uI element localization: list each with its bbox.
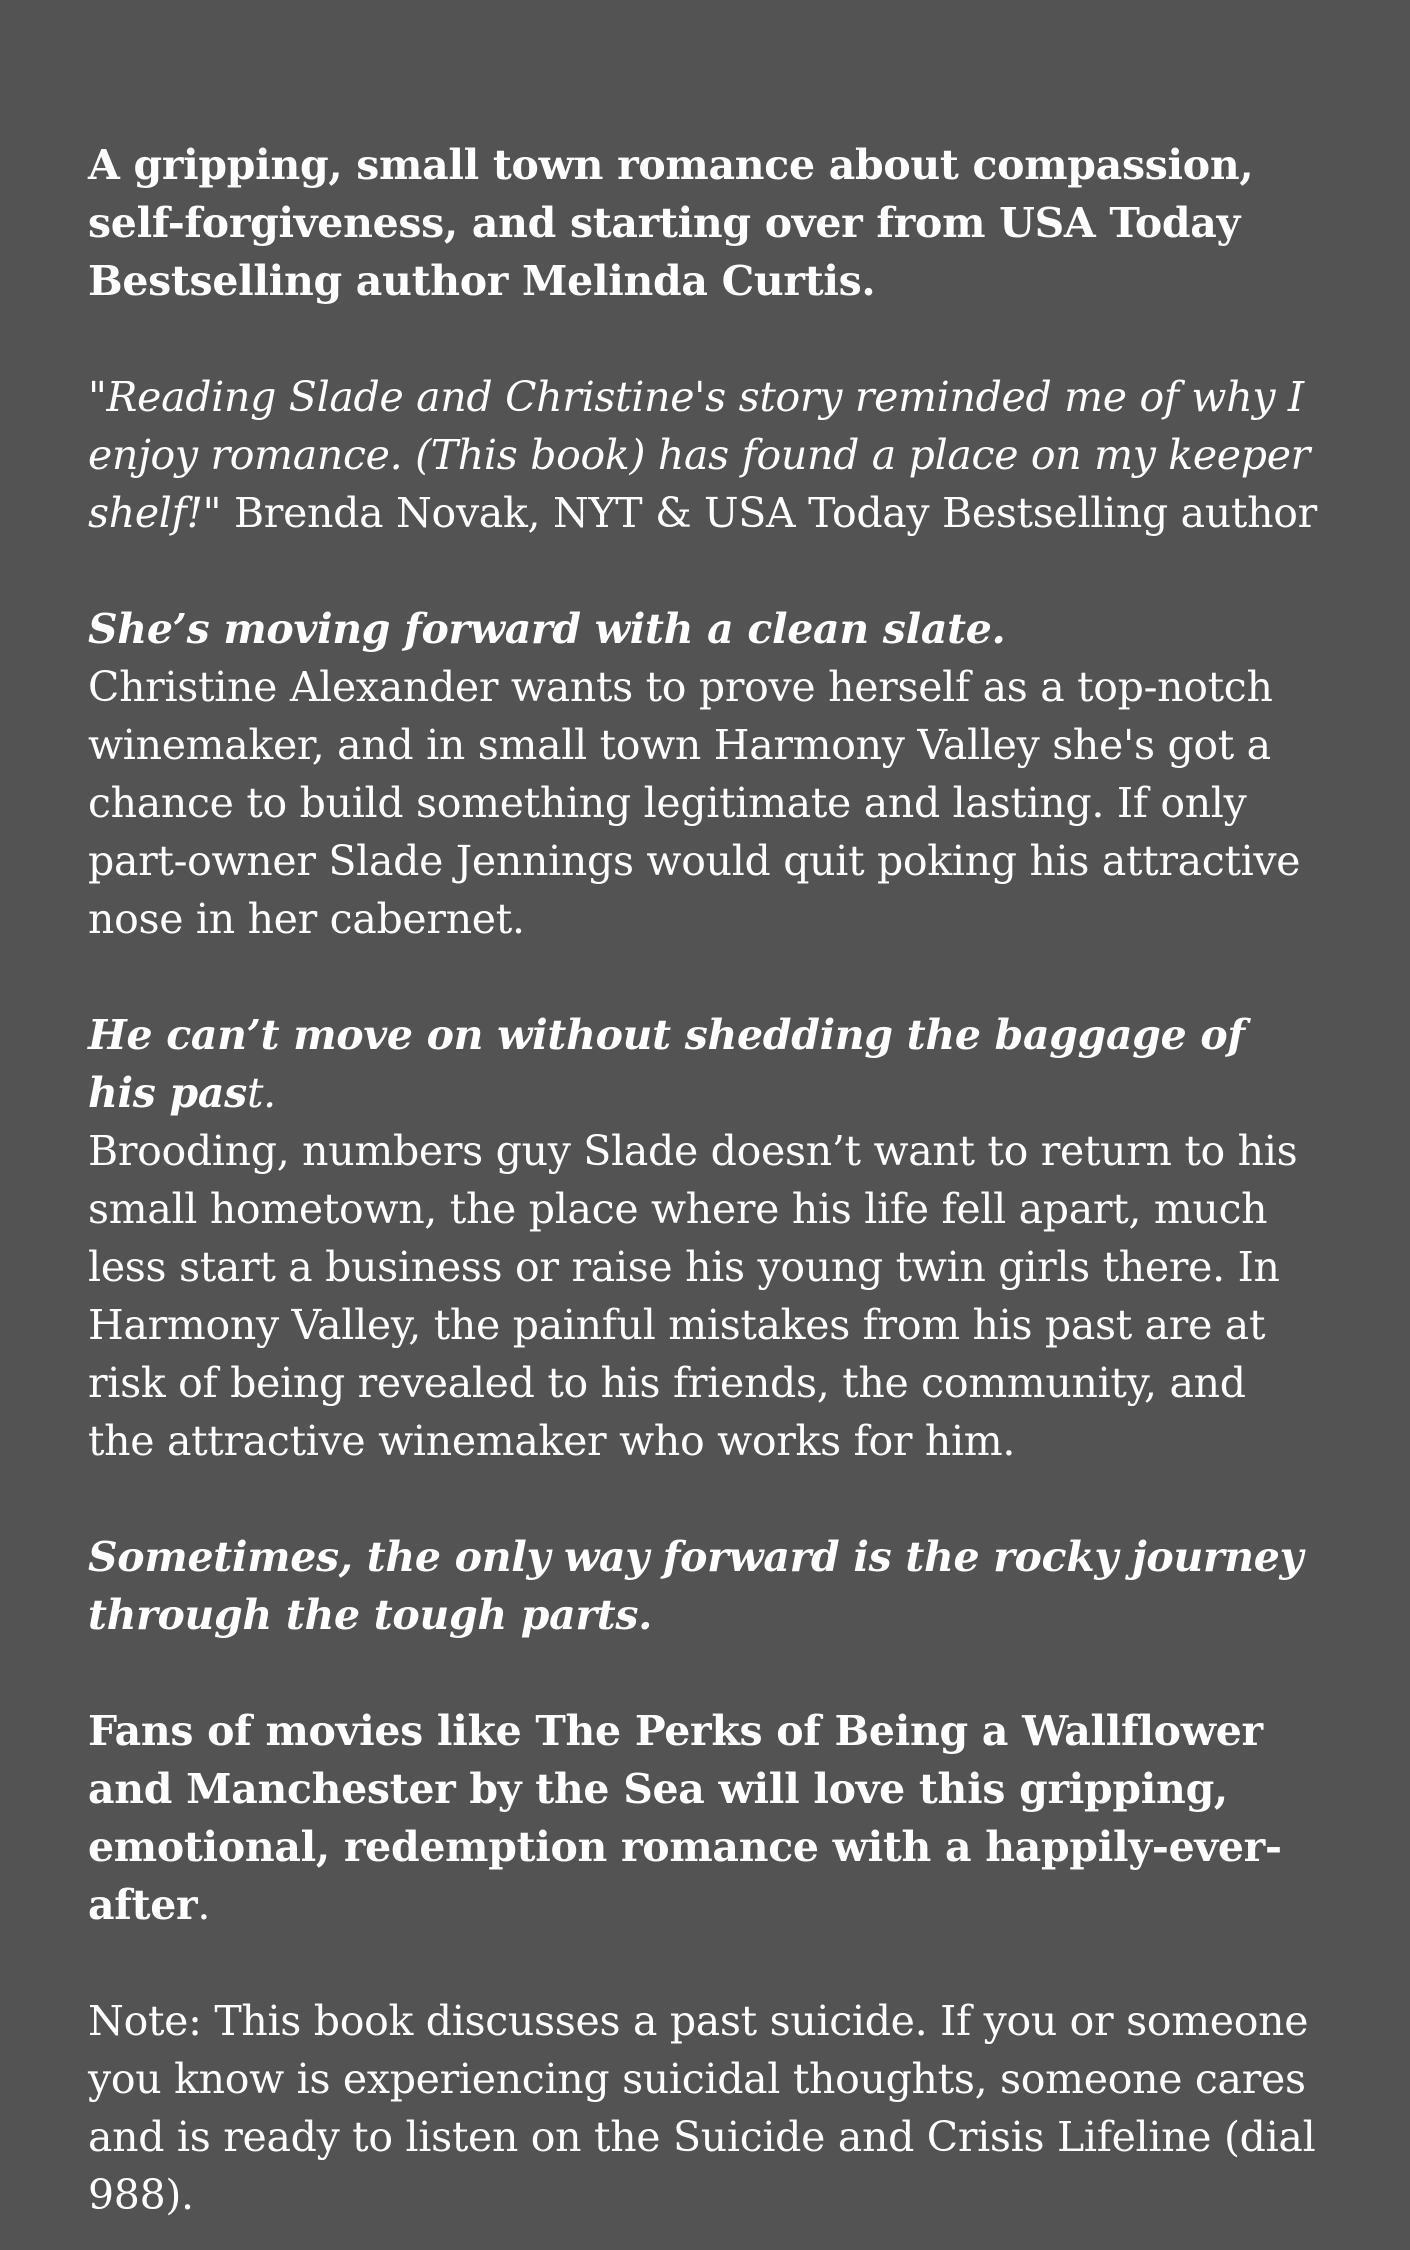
slade-heading: He can’t move on without shedding the baggage of his pas [88,1011,1245,1117]
christine-body: Christine Alexander wants to prove herself as a top-notch winemaker, and in small town Harmony Valley she's got a chance to build something legitimate and lasting. If only part-owner Slade Jennings would quit poking his attractive nose in her cabernet. [88,663,1301,943]
note-paragraph: Note: This book discusses a past suicide. If you or someone you know is experiencing suicidal thoughts, someone cares and is ready to listen on the Suicide and Crisis Lifeline (dial 988). [88,1997,1316,2219]
paragraph-spacer [88,542,1322,600]
paragraph-spacer [88,948,1322,1006]
slade-heading-tail: t. [246,1069,276,1117]
tagline-paragraph: Sometimes, the only way forward is the rocky journey through the tough parts. [88,1533,1304,1639]
review-quote-text: "Reading Slade and Christine's story reminded me of why I enjoy romance. (This book) has found a place on my keeper shelf!" [88,373,1310,537]
christine-heading: She’s moving forward with a clean slate. [88,605,1006,653]
paragraph-spacer [88,1644,1322,1702]
review-quote-attribution: Brenda Novak, NYT & USA Today Bestselling author [221,489,1317,537]
christine-paragraph [88,600,1322,948]
paragraph-spacer [88,310,1322,368]
paragraph-spacer [88,1470,1322,1528]
paragraph-spacer [88,1934,1322,1992]
review-quote-paragraph [88,368,1322,542]
slade-body: Brooding, numbers guy Slade doesn’t want to return to his small hometown, the place where his life fell apart, much less start a business or raise his young twin girls there. In Harmony Valley, the painful mistakes from his past are at risk of being revealed to his friends, the community, and the attractive winemaker who works for him. [88,1127,1298,1465]
intro-paragraph: A gripping, small town romance about compassion, self-forgiveness, and starting over from USA Today Bestselling author Melinda Curtis. [88,141,1254,305]
fans-tail: . [197,1881,211,1929]
slade-paragraph [88,1006,1322,1470]
fans-paragraph [88,1702,1322,1934]
fans-text: Fans of movies like The Perks of Being a Wallflower and Manchester by the Sea will love this gripping, emotional, redemption romance with a happily-ever-after [88,1707,1282,1929]
